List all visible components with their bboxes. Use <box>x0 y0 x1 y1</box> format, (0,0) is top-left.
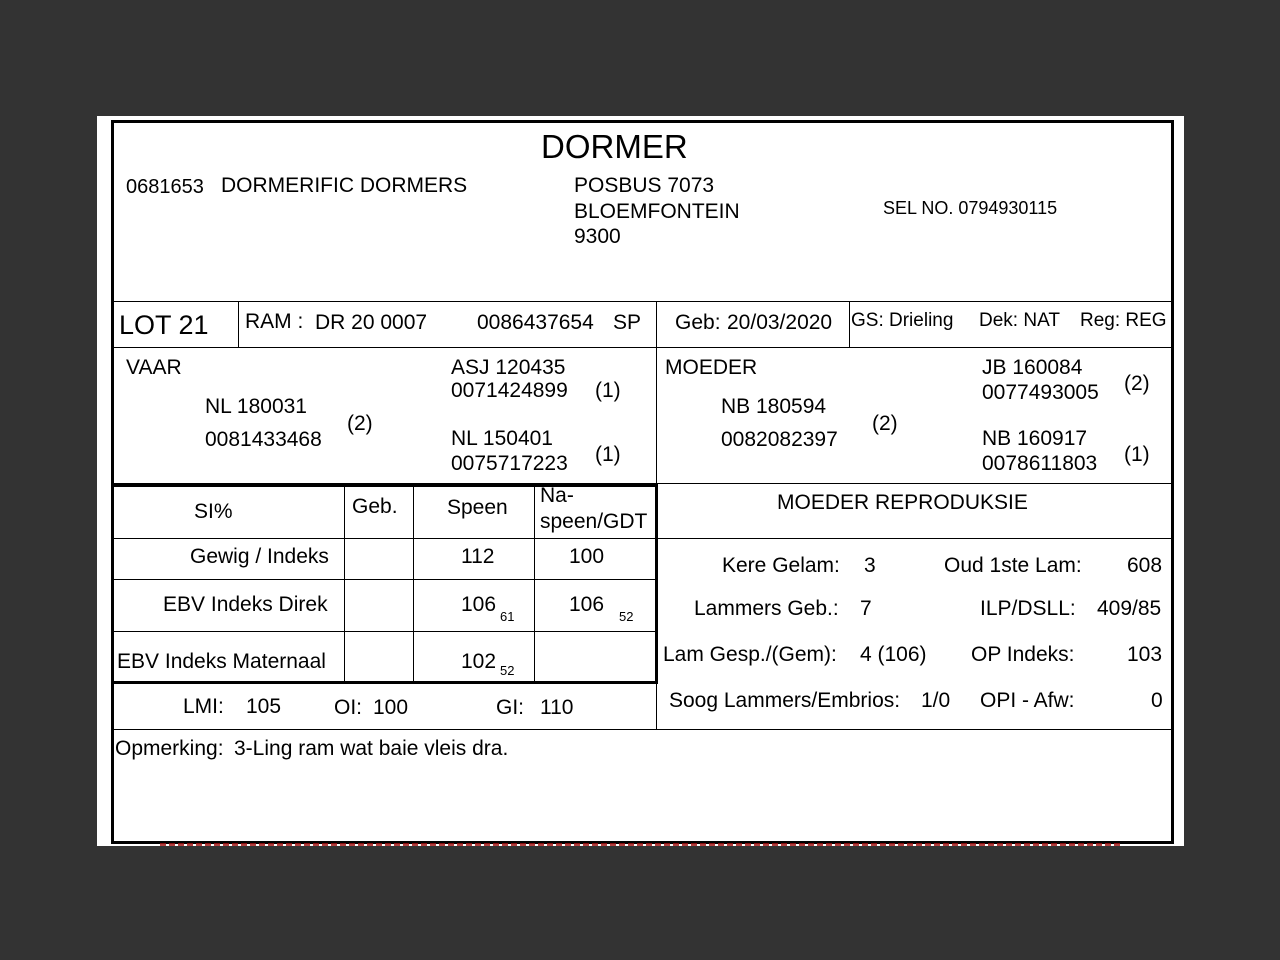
birth-date: 20/03/2020 <box>727 311 833 334</box>
address-line-1: POSBUS 7073 <box>574 174 715 197</box>
ebv-direct-weaning-accuracy: 61 <box>500 609 515 624</box>
lot-number: LOT 21 <box>119 310 209 340</box>
repro-title: MOEDER REPRODUKSIE <box>777 491 1028 514</box>
ebv-direct-post-weaning: 106 <box>569 593 605 616</box>
header-birth: Geb. <box>352 495 398 518</box>
remark-label: Opmerking: <box>115 737 224 760</box>
breed-title: DORMER <box>541 128 688 165</box>
cut-off-footer-text <box>160 843 1120 846</box>
divider <box>238 301 239 348</box>
ebv-maternal-weaning: 102 <box>461 650 497 673</box>
dam-sire-registration: 0077493005 <box>982 381 1099 404</box>
breeder-name: DORMERIFIC DORMERS <box>221 174 468 197</box>
suckled-lambs-label: Soog Lammers/Embrios: <box>669 689 901 712</box>
address-line-3: 9300 <box>574 225 621 248</box>
row-label-ebv-direct: EBV Indeks Direk <box>163 593 328 616</box>
divider <box>111 347 1174 348</box>
sire-sire-registration: 0071424899 <box>451 379 568 402</box>
lmi-value: 105 <box>246 695 282 718</box>
sire-dam-count: (1) <box>595 443 621 466</box>
dam-dam-registration: 0078611803 <box>982 452 1098 475</box>
header-post-weaning-1: Na- <box>540 484 574 507</box>
lambings-value: 3 <box>864 554 876 577</box>
header-post-weaning-2: speen/GDT <box>540 510 648 533</box>
mating: Dek: NAT <box>979 310 1060 331</box>
oi-value: 100 <box>373 696 409 719</box>
breeder-number: 0681653 <box>126 176 204 198</box>
sire-sire-count: (1) <box>595 379 621 402</box>
divider <box>344 484 345 682</box>
card-border-top <box>111 120 1174 123</box>
dam-dam-count: (1) <box>1124 443 1150 466</box>
oi-label: OI: <box>334 696 363 719</box>
divider <box>413 484 414 682</box>
age-first-lamb-label: Oud 1ste Lam: <box>944 554 1082 577</box>
weight-weaning: 112 <box>461 545 495 568</box>
dam-registration: 0082082397 <box>721 428 838 451</box>
ilp-label: ILP/DSLL: <box>980 597 1076 620</box>
divider <box>111 579 656 580</box>
dam-label: MOEDER <box>665 356 758 379</box>
header-si-percent: SI% <box>194 500 233 523</box>
birth-status: GS: Drieling <box>851 310 954 331</box>
sire-label: VAAR <box>126 356 182 379</box>
ram-registration: 0086437654 <box>477 311 594 334</box>
op-index-value: 103 <box>1127 643 1163 666</box>
dam-count: (2) <box>872 412 898 435</box>
opi-deviation-label: OPI - Afw: <box>980 689 1075 712</box>
dam-sire-count: (2) <box>1124 372 1150 395</box>
gi-label: GI: <box>496 696 525 719</box>
lambings-label: Kere Gelam: <box>722 554 840 577</box>
divider <box>111 301 1174 302</box>
ilp-value: 409/85 <box>1097 597 1162 620</box>
lambs-born-value: 7 <box>860 597 872 620</box>
age-first-lamb-value: 608 <box>1127 554 1163 577</box>
divider <box>111 631 656 632</box>
address-line-2: BLOEMFONTEIN <box>574 200 740 223</box>
registration-status: Reg: REG <box>1080 310 1167 331</box>
header-weaning: Speen <box>447 496 508 519</box>
remark-text: 3-Ling ram wat baie vleis dra. <box>234 737 509 760</box>
dam-sire-id: JB 160084 <box>982 356 1083 379</box>
lmi-label: LMI: <box>183 695 224 718</box>
card-border-right <box>1171 120 1174 844</box>
dam-dam-id: NB 160917 <box>982 427 1088 450</box>
gi-value: 110 <box>540 696 574 719</box>
opi-deviation-value: 0 <box>1151 689 1163 712</box>
divider <box>849 301 850 348</box>
sel-number: SEL NO. 0794930115 <box>883 198 1058 218</box>
lambs-born-label: Lammers Geb.: <box>694 597 839 620</box>
lambs-weaned-value: 4 (106) <box>860 643 927 666</box>
ebv-maternal-weaning-accuracy: 52 <box>500 663 515 678</box>
divider <box>111 538 1174 539</box>
weight-post-weaning: 100 <box>569 545 605 568</box>
ebv-direct-weaning: 106 <box>461 593 497 616</box>
sire-count: (2) <box>347 412 373 435</box>
ebv-direct-post-weaning-accuracy: 52 <box>619 609 634 624</box>
op-index-label: OP Indeks: <box>971 643 1075 666</box>
ram-suffix: SP <box>613 311 642 334</box>
divider <box>111 729 1174 730</box>
divider <box>534 484 535 682</box>
card-border-left <box>111 120 114 844</box>
sire-id: NL 180031 <box>205 395 307 418</box>
dam-id: NB 180594 <box>721 395 827 418</box>
divider <box>655 484 658 684</box>
suckled-lambs-value: 1/0 <box>921 689 951 712</box>
divider <box>111 484 658 487</box>
sire-registration: 0081433468 <box>205 428 322 451</box>
lambs-weaned-label: Lam Gesp./(Gem): <box>663 643 837 666</box>
divider <box>111 681 658 684</box>
sire-dam-registration: 0075717223 <box>451 452 568 475</box>
birth-label: Geb: <box>675 311 721 334</box>
sire-dam-id: NL 150401 <box>451 427 553 450</box>
ram-label: RAM : <box>245 310 304 333</box>
row-label-ebv-maternal: EBV Indeks Maternaal <box>117 650 326 673</box>
row-label-weight: Gewig / Indeks <box>190 545 329 568</box>
sire-sire-id: ASJ 120435 <box>451 356 566 379</box>
ram-id: DR 20 0007 <box>315 311 428 334</box>
